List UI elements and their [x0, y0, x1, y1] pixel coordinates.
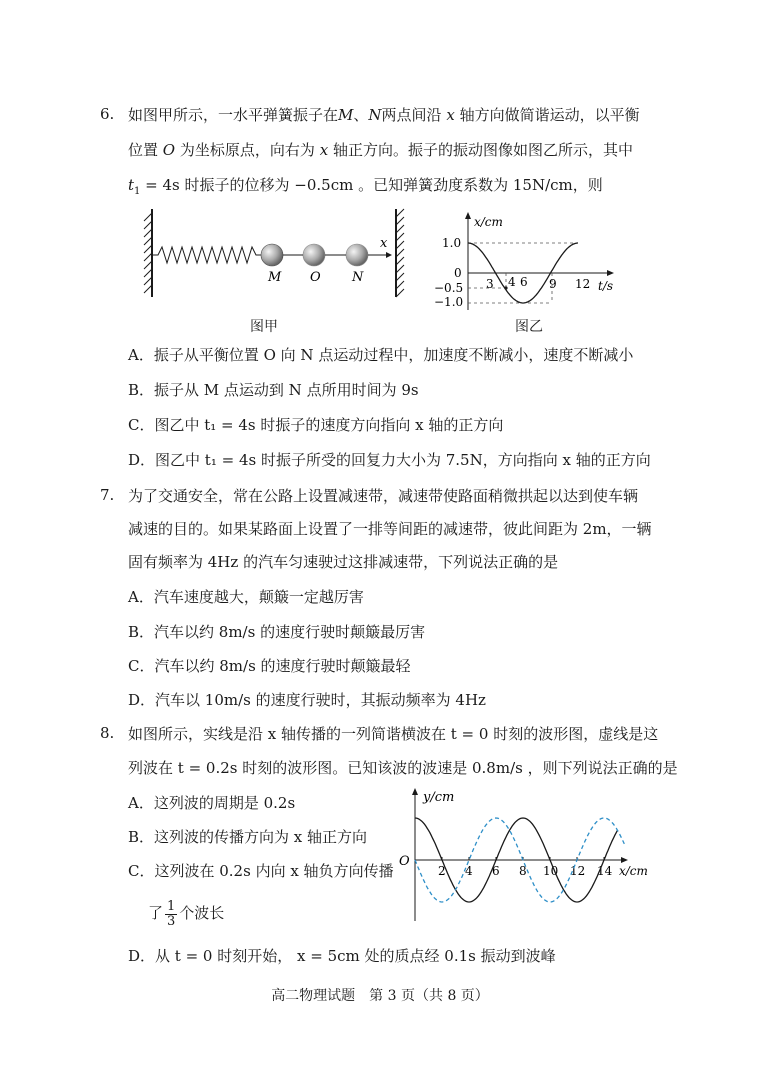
q7-line-3: 固有频率为 4Hz 的汽车匀速驶过这排减速带，下列说法正确的是: [128, 553, 559, 571]
graph-ylabel: x/cm: [474, 215, 503, 229]
tick-t12: 12: [575, 277, 591, 291]
tick-n1: −1.0: [434, 295, 464, 309]
q6-line-1: 如图甲所示，一水平弹簧振子在M、N两点间沿 x 轴方向做简谐运动，以平衡: [128, 106, 640, 124]
page-footer: 高二物理试题 第 3 页（共 8 页）: [271, 988, 489, 1004]
wave-xlabel: x/cm: [619, 864, 648, 878]
right-wall-hatch: [396, 209, 404, 297]
label-x: x: [380, 236, 388, 251]
label-O: O: [310, 270, 321, 285]
graph-xlabel: t/s: [598, 279, 614, 293]
q6-option-b: B．振子从 M 点运动到 N 点所用时间为 9s: [128, 381, 419, 399]
q7-line-1: 为了交通安全，常在公路上设置减速带，减速带使路面稍微拱起以达到使车辆: [128, 487, 639, 505]
caption-yi: 图乙: [515, 319, 543, 335]
wave-tick-label: 2: [438, 864, 446, 878]
label-M: M: [268, 270, 282, 285]
q8-option-a: A．这列波的周期是 0.2s: [128, 794, 296, 812]
q8-number: 8.: [100, 724, 115, 742]
tick-t3: 3: [486, 277, 494, 291]
q6-option-a: A．振子从平衡位置 O 向 N 点运动过程中，加速度不断减小，速度不断减小: [128, 346, 634, 364]
wave-tick-label: 6: [492, 864, 500, 878]
ball-O: [303, 244, 325, 266]
q7-line-2: 减速的目的。如果某路面上设置了一排等间距的减速带，彼此间距为 2m，一辆: [128, 520, 652, 538]
x-arrowhead: [621, 857, 628, 863]
tick-t4: 4: [508, 275, 516, 289]
q7-number: 7.: [100, 486, 115, 504]
wave-origin: O: [399, 854, 410, 869]
q8-option-d: D．从 t = 0 时刻开始， x = 5cm 处的质点经 0.1s 振动到波峰: [128, 947, 556, 965]
wave-tick-label: 8: [519, 864, 527, 878]
wave-graph: [395, 785, 655, 925]
y-arrowhead: [465, 212, 471, 219]
q6-option-d: D．图乙中 t₁ = 4s 时振子所受的回复力大小为 7.5N，方向指向 x 轴的正方向: [128, 451, 651, 469]
x-arrowhead: [386, 252, 392, 258]
tick-1: 1.0: [442, 236, 462, 250]
q6-line-3: $t_1 = 4s$ 时振子的位移为 −0.5cm 。已知弹簧劲度系数为 15N/cm，则: [128, 176, 603, 197]
q7-option-a: A．汽车速度越大，颠簸一定越厉害: [128, 588, 364, 606]
left-wall-hatch: [144, 213, 152, 293]
q7-option-d: D．汽车以 10m/s 的速度行驶时，其振动频率为 4Hz: [128, 691, 486, 709]
wave-tick-label: 12: [570, 864, 586, 878]
t-arrowhead: [607, 270, 614, 276]
wave-tick-label: 14: [597, 864, 613, 878]
wave-tick-label: 4: [465, 864, 473, 878]
q6-line-2: 位置 O 为坐标原点，向右为 x 轴正方向。振子的振动图像如图乙所示，其中: [128, 141, 633, 159]
q6-number: 6.: [100, 105, 115, 123]
q8-line-2: 列波在 t = 0.2s 时刻的波形图。已知该波的波速是 0.8m/s ，则下列说法正确的是: [128, 759, 678, 777]
tick-t9: 9: [549, 277, 557, 291]
tick-n05: −0.5: [434, 281, 464, 295]
tick-0: 0: [454, 266, 462, 280]
label-N: N: [352, 270, 364, 285]
wave-ylabel: y/cm: [423, 790, 455, 805]
wave-tick-label: 10: [543, 864, 559, 878]
spring: [152, 247, 261, 263]
q6-option-c: C．图乙中 t₁ = 4s 时振子的速度方向指向 x 轴的正方向: [128, 416, 504, 434]
q8-option-c: C．这列波在 0.2s 内向 x 轴负方向传播: [128, 862, 394, 880]
q8-option-b: B．这列波的传播方向为 x 轴正方向: [128, 828, 368, 846]
ball-N: [346, 244, 368, 266]
caption-jia: 图甲: [250, 319, 278, 335]
fraction-one-third: $\frac{1}{3}$: [167, 898, 176, 929]
q7-option-c: C．汽车以约 8m/s 的速度行驶时颠簸最轻: [128, 657, 411, 675]
q7-option-b: B．汽车以约 8m/s 的速度行驶时颠簸最厉害: [128, 623, 426, 641]
ball-M: [261, 244, 283, 266]
vibration-graph: [428, 208, 628, 313]
q8-option-c-continued: 了 $\frac{1}{3}$ 个波长: [148, 898, 225, 929]
tick-t6: 6: [520, 275, 528, 289]
q8-line-1: 如图所示，实线是沿 x 轴传播的一列简谐横波在 t = 0 时刻的波形图，虚线是这: [128, 725, 659, 743]
spring-oscillator-figure: [140, 205, 410, 305]
y-arrowhead: [412, 788, 418, 795]
